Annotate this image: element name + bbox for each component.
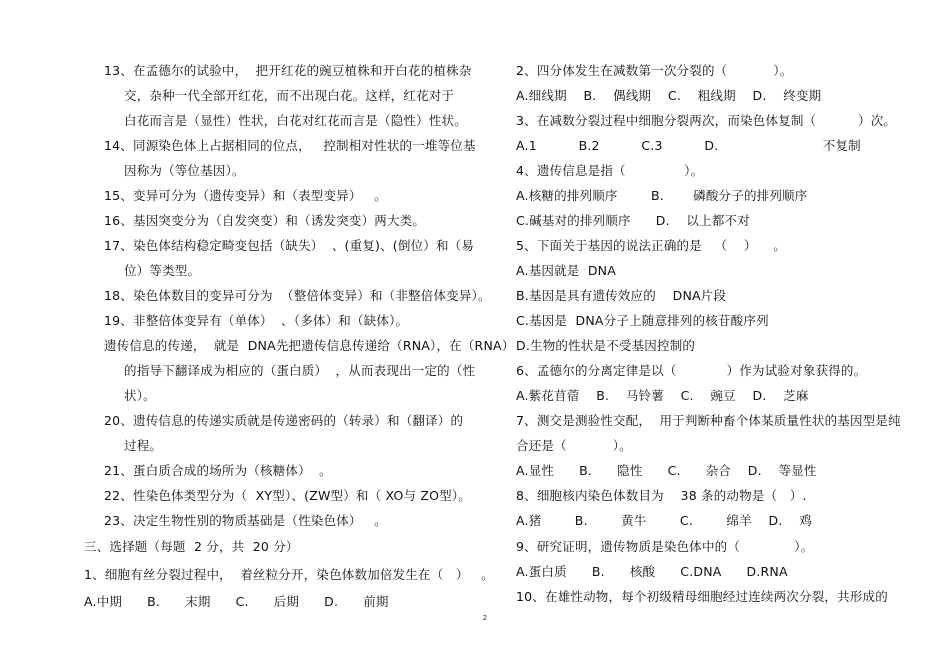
right-text-line: D.生物的性状是不受基因控制的: [516, 338, 696, 353]
left-text-line: A.中期 B. 末期 C. 后期 D. 前期: [84, 594, 389, 609]
left-text-line: 14、同源染色体上占据相同的位点， 控制相对性状的一堆等位基: [104, 138, 476, 153]
right-text-line: A.核糖的排列顺序 B. 磷酸分子的排列顺序: [516, 188, 808, 203]
left-text-line: 1、细胞有丝分裂过程中， 着丝粒分开，染色体数加倍发生在（ ） 。: [84, 567, 494, 582]
right-text-line: A.基因就是 DNA: [516, 263, 616, 278]
right-text-line: A.1 B.2 C.3 D. 不复制: [516, 138, 861, 153]
left-text-line: 三、选择题（每题 2 分，共 20 分）: [84, 539, 299, 554]
left-text-line: 因称为（等位基因）。: [124, 163, 245, 178]
left-text-line: 18、染色体数目的变异可分为 （整倍体变异）和（非整倍体变异）。: [104, 288, 491, 303]
right-text-line: 4、遗传信息是指（ ）。: [516, 163, 704, 178]
left-text-line: 15、变异可分为（遗传变异）和（表型变异） 。: [104, 188, 387, 203]
left-text-line: 交，杂种一代全部开红花，而不出现白花。这样，红花对于: [124, 88, 455, 103]
left-text-line: 位）等类型。: [124, 263, 201, 278]
right-text-line: A.细线期 B. 偶线期 C. 粗线期 D. 终变期: [516, 88, 822, 103]
right-text-line: 10、在雄性动物，每个初级精母细胞经过连续两次分裂，共形成的: [516, 589, 888, 604]
left-text-line: 23、决定生物性别的物质基础是（性染色体） 。: [104, 513, 387, 528]
right-text-line: A.蛋白质 B. 核酸 C.DNA D.RNA: [516, 564, 788, 579]
left-text-line: 过程。: [124, 438, 163, 453]
right-text-line: 3、在减数分裂过程中细胞分裂两次，而染色体复制（ ）次。: [516, 113, 897, 128]
right-text-line: B.基因是具有遗传效应的 DNA片段: [516, 288, 727, 303]
left-text-line: 20、遗传信息的传递实质就是传递密码的（转录）和（翻译）的: [104, 413, 464, 428]
left-text-line: 21、蛋白质合成的场所为（核糖体） 。: [104, 463, 332, 478]
right-text-line: 9、研究证明，遗传物质是染色体中的（ ）。: [516, 539, 814, 554]
right-text-line: C.基因是 DNA分子上随意排列的核苷酸序列: [516, 313, 769, 328]
left-text-line: 22、性染色体类型分为（ XY型）、(ZW型）和（ XO与 ZO型）。: [104, 488, 472, 503]
right-text-line: 6、孟德尔的分离定律是以（ ）作为试验对象获得的。: [516, 363, 867, 378]
right-text-line: 5、下面关于基因的说法正确的是 （ ） 。: [516, 238, 786, 253]
page-number: 2: [482, 614, 488, 622]
left-text-line: 状）。: [124, 388, 156, 403]
right-text-line: C.碱基对的排列顺序 D. 以上都不对: [516, 213, 750, 228]
left-text-line: 的指导下翻译成为相应的（蛋白质） ，从而表现出一定的（性: [124, 363, 476, 378]
left-text-line: 17、染色体结构稳定畸变包括（缺失） 、(重复)、(倒位）和（易: [104, 238, 475, 253]
right-text-line: 2、四分体发生在减数第一次分裂的（ ）。: [516, 63, 793, 78]
left-text-line: 遗传信息的传递， 就是 DNA先把遗传信息传递给（RNA），在（RNA）: [104, 338, 515, 353]
right-text-line: A.猪 B. 黄牛 C. 绵羊 D. 鸡: [516, 513, 812, 528]
right-text-line: 合还是（ ）。: [516, 438, 632, 453]
left-text-line: 16、基因突变分为（自发突变）和（诱发突变）两大类。: [104, 213, 426, 228]
left-text-line: 13、在孟德尔的试验中， 把开红花的豌豆植株和开白花的植株杂: [104, 63, 472, 78]
right-text-line: 7、测交是测验性交配， 用于判断种畜个体某质量性状的基因型是纯: [516, 413, 901, 428]
right-text-line: A.显性 B. 隐性 C. 杂合 D. 等显性: [516, 463, 817, 478]
right-text-line: 8、细胞核内染色体数目为 38 条的动物是（ ）.: [516, 488, 807, 503]
right-text-line: A.紫花苜蓿 B. 马铃薯 C. 豌豆 D. 芝麻: [516, 388, 809, 403]
left-text-line: 19、非整倍体变异有（单体） 、（多体）和（缺体）。: [104, 313, 409, 328]
left-text-line: 白花而言是（显性）性状，白花对红花而言是（隐性）性状。: [124, 113, 467, 128]
